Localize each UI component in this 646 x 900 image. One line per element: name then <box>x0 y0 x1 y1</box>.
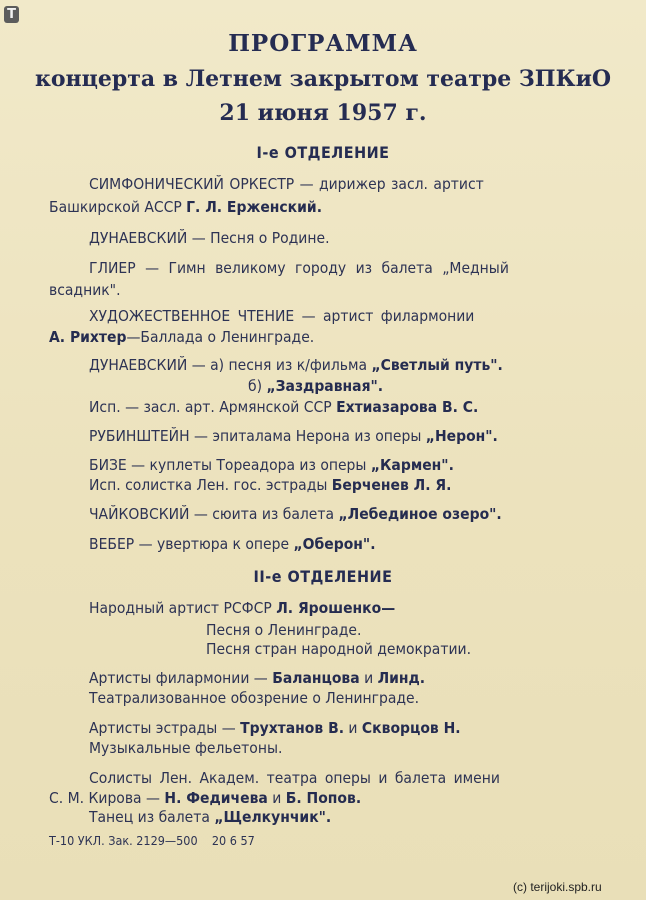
part1-line5c-text: Исп. — засл. арт. Армянской ССР <box>89 398 337 416</box>
part1-line7b <box>89 476 451 494</box>
ballet-nutcracker: „Щелкунчик". <box>214 808 332 826</box>
part2-line1a-text: Народный артист РСФСР <box>89 599 277 617</box>
part1-line9 <box>89 535 376 553</box>
song-svetly-put: „Светлый путь". <box>371 356 503 374</box>
program-title: ПРОГРАММА <box>228 30 418 57</box>
part1-line9-text: ВЕБЕР — увертюра к опере <box>89 535 294 553</box>
part1-line1b <box>49 198 322 216</box>
part1-line5b-text: б) <box>248 377 267 395</box>
part2-line1c: Песня о Ленинграде. <box>206 621 362 639</box>
part1-line7a <box>89 456 454 474</box>
performer-balantsova: Баланцова <box>272 669 360 687</box>
performer-ekhtiazarova: Ехтиазарова В. С. <box>336 398 479 416</box>
part2-line3-and: и <box>344 719 362 737</box>
part1-line7a-text: БИЗЕ — куплеты Тореадора из оперы <box>89 456 371 474</box>
part2-line4b <box>49 789 361 807</box>
part1-line1a: СИМФОНИЧЕСКИЙ ОРКЕСТР — дирижер засл. артист <box>89 175 484 193</box>
part1-line3a: ГЛИЕР — Гимн великому городу из балета „Медный <box>89 259 509 277</box>
ballet-swan-lake: „Лебединое озеро". <box>338 505 502 523</box>
reader-name: А. Рихтер <box>49 328 127 346</box>
program-subtitle: концерта в Летнем закрытом театре ЗПКиО <box>34 66 612 92</box>
part2-line1a <box>89 599 395 617</box>
print-info: Т-10 УКЛ. Зак. 2129—500 20 6 57 <box>49 833 255 848</box>
site-logo-icon: T <box>4 6 19 23</box>
program-date: 21 июня 1957 г. <box>219 100 427 126</box>
part1-line6 <box>89 427 498 445</box>
performer-fedicheva: Н. Федичева <box>164 789 268 807</box>
part1-line4a: ХУДОЖЕСТВЕННОЕ ЧТЕНИЕ — артист филармонии <box>89 307 475 325</box>
part1-line5c <box>89 398 478 416</box>
performer-trukhtanov: Трухтанов В. <box>240 719 344 737</box>
performer-yaroshenko: Л. Ярошенко— <box>276 599 396 617</box>
opera-oberon: „Оберон". <box>293 535 376 553</box>
part2-line2e: Театрализованное обозрение о Ленинграде. <box>89 689 420 707</box>
part1-line4b <box>49 328 314 346</box>
song-zazdravnaya: „Заздравная". <box>266 377 384 395</box>
opera-carmen: „Кармен". <box>370 456 454 474</box>
part2-line2a-text: Артисты филармонии — <box>89 669 273 687</box>
part2-line3a-text: Артисты эстрады — <box>89 719 241 737</box>
part1-heading: I-е ОТДЕЛЕНИЕ <box>256 143 390 162</box>
part1-line5a-text: ДУНАЕВСКИЙ — а) песня из к/фильма <box>89 356 372 374</box>
copyright-credit[interactable]: (c) terijoki.spb.ru <box>513 880 602 894</box>
part2-line4a: Солисты Лен. Академ. театра оперы и балета имени <box>89 769 500 787</box>
part1-line5a <box>89 356 503 374</box>
part2-line2a <box>89 669 425 687</box>
part1-line8-text: ЧАЙКОВСКИЙ — сюита из балета <box>89 505 339 523</box>
part1-line6-text: РУБИНШТЕЙН — эпиталама Нерона из оперы <box>89 427 426 445</box>
part2-line4b-text: С. М. Кирова — <box>49 789 165 807</box>
part1-line8 <box>89 505 502 523</box>
performer-skvortsov: Скворцов Н. <box>361 719 461 737</box>
part2-line1d: Песня стран народной демократии. <box>206 640 471 658</box>
opera-neron: „Нерон". <box>425 427 498 445</box>
performer-popov: Б. Попов. <box>285 789 362 807</box>
part2-line4f-text: Танец из балета <box>89 808 215 826</box>
part2-heading: II-е ОТДЕЛЕНИЕ <box>253 567 393 586</box>
part2-line3e: Музыкальные фельетоны. <box>89 739 283 757</box>
part2-line2-and: и <box>359 669 378 687</box>
conductor-name: Г. Л. Ерженский. <box>186 198 322 216</box>
part1-line1b-text: Башкирской АССР <box>49 198 187 216</box>
part1-line2: ДУНАЕВСКИЙ — Песня о Родине. <box>89 229 330 247</box>
part1-line4c: —Баллада о Ленинграде. <box>126 328 315 346</box>
performer-lind: Линд. <box>377 669 426 687</box>
performer-berchenev: Берченев Л. Я. <box>331 476 452 494</box>
part2-line3a <box>89 719 461 737</box>
part2-line4-and: и <box>267 789 286 807</box>
part1-line5b <box>248 377 383 395</box>
part2-line4f <box>89 808 331 826</box>
part1-line7b-text: Исп. солистка Лен. гос. эстрады <box>89 476 332 494</box>
part1-line3b: всадник". <box>49 281 121 299</box>
